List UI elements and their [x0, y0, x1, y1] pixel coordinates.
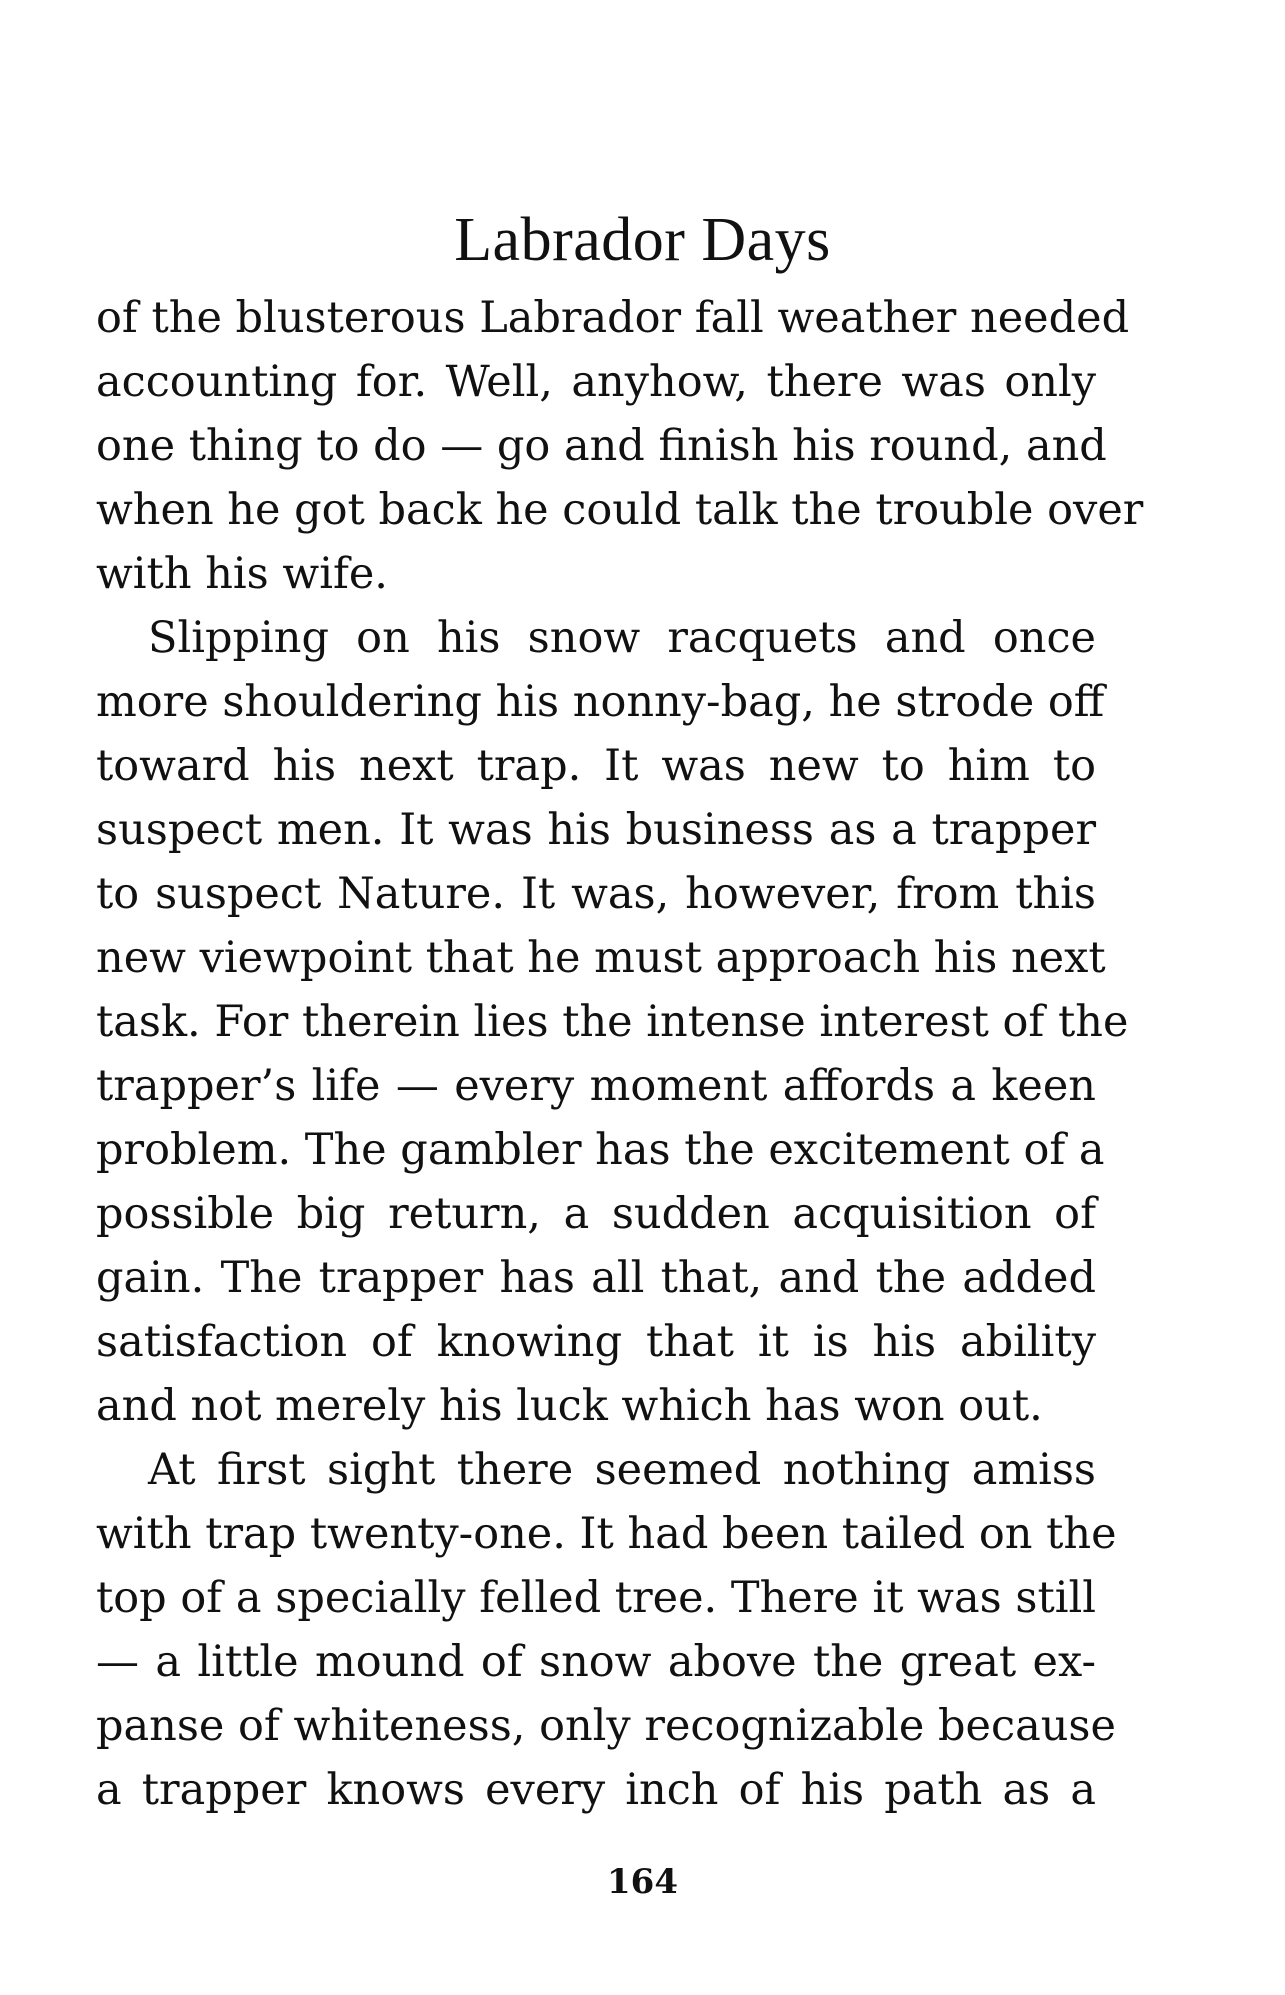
text-line: toward his next trap. It was new to him to — [96, 741, 1096, 791]
text-line: trapper’s life — every moment affords a keen — [96, 1061, 1096, 1111]
text-line: panse of whiteness, only recognizable because — [96, 1701, 1116, 1751]
text-line: task. For therein lies the intense interest of the — [96, 997, 1129, 1047]
text-line: more shouldering his nonny-bag, he strode off — [96, 677, 1105, 727]
text-line: gain. The trapper has all that, and the added — [96, 1253, 1096, 1303]
text-line: to suspect Nature. It was, however, from this — [96, 869, 1096, 919]
text-line: possible big return, a sudden acquisition of — [96, 1189, 1096, 1239]
text-line: one thing to do — go and finish his round, and — [96, 421, 1107, 471]
text-line: problem. The gambler has the excitement of a — [96, 1125, 1105, 1175]
text-line: — a little mound of snow above the great ex- — [96, 1637, 1096, 1687]
text-line: when he got back he could talk the trouble over — [96, 485, 1144, 535]
text-line: with his wife. — [96, 549, 388, 599]
text-line: At first sight there seemed nothing amiss — [148, 1445, 1096, 1495]
text-line: Slipping on his snow racquets and once — [148, 613, 1096, 663]
body-text — [96, 286, 1144, 1822]
text-line: with trap twenty-one. It had been tailed on the — [96, 1509, 1117, 1559]
text-line: satisfaction of knowing that it is his ability — [96, 1317, 1096, 1367]
text-line: suspect men. It was his business as a trapper — [96, 805, 1096, 855]
text-line: and not merely his luck which has won out. — [96, 1381, 1043, 1431]
text-line: top of a specially felled tree. There it was still — [96, 1573, 1096, 1623]
text-line: accounting for. Well, anyhow, there was only — [96, 357, 1096, 407]
running-head: Labrador Days — [454, 206, 831, 274]
text-line: of the blusterous Labrador fall weather needed — [96, 293, 1130, 343]
text-line: new viewpoint that he must approach his next — [96, 933, 1106, 983]
text-line: a trapper knows every inch of his path as a — [96, 1765, 1096, 1815]
page-number: 164 — [607, 1862, 678, 1902]
